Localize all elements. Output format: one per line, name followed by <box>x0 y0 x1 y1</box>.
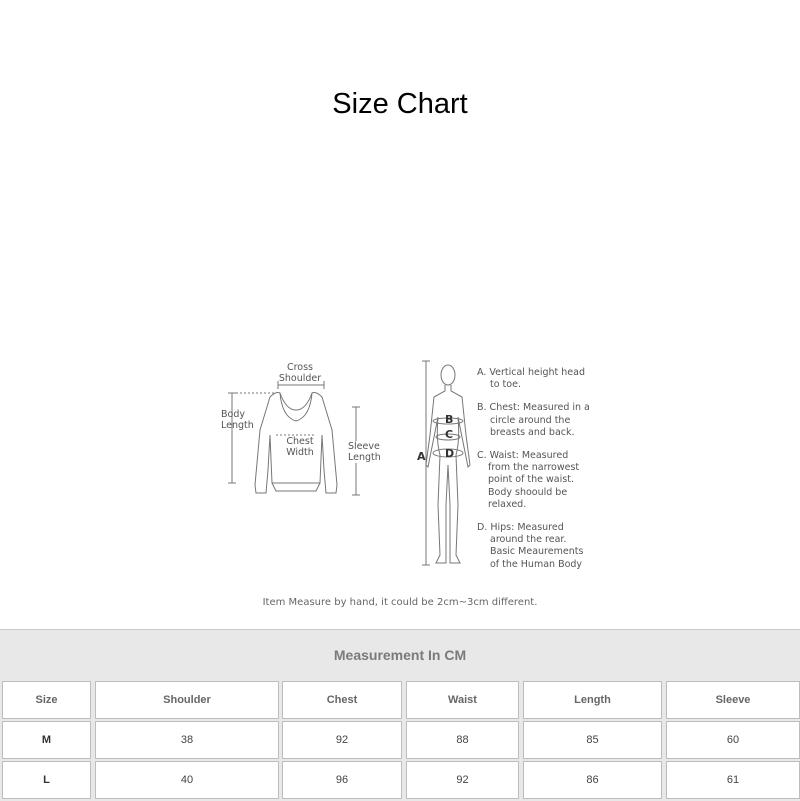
note-line: circle around the <box>490 414 571 426</box>
measurement-notes <box>477 355 607 582</box>
note-line: relaxed. <box>488 498 527 510</box>
header-chest: Chest <box>282 681 402 719</box>
note-line: of the Human Body <box>490 558 583 570</box>
label-line: Body <box>221 409 245 420</box>
human-figure <box>422 361 470 565</box>
table-cell: 96 <box>282 761 402 799</box>
note-line: Body shoould be <box>488 486 568 498</box>
table-cell: 40 <box>95 761 279 799</box>
label-line: Length <box>221 420 254 431</box>
table-cell: 88 <box>406 721 519 759</box>
table-title: Measurement In CM <box>333 647 467 663</box>
note-b <box>477 402 607 439</box>
header-length: Length <box>523 681 662 719</box>
note-line: breasts and back. <box>490 426 575 438</box>
table-cell: 92 <box>406 761 519 799</box>
note-line: from the narrowest <box>488 462 580 474</box>
table-cell: 86 <box>523 761 662 799</box>
label-line: Shoulder <box>278 373 322 384</box>
header-sleeve: Sleeve <box>666 681 800 719</box>
label-line: Sleeve <box>348 441 380 452</box>
note-c <box>477 450 607 511</box>
note-a <box>477 367 607 391</box>
table-cell: 85 <box>523 721 662 759</box>
size-table <box>0 629 800 801</box>
measurement-diagram <box>210 355 600 585</box>
table-cell: 60 <box>666 721 800 759</box>
letter-c: C <box>445 428 454 441</box>
chest-width-label <box>280 436 320 458</box>
note-line: point of the waist. <box>488 474 574 486</box>
note-line: around the rear. <box>490 534 567 546</box>
sleeve-length-label <box>348 441 381 463</box>
note-line: D. Hips: Measured <box>477 522 564 534</box>
letter-b: B <box>445 413 454 426</box>
label-line: Length <box>348 452 381 463</box>
header-shoulder: Shoulder <box>95 681 279 719</box>
cross-shoulder-label <box>274 362 326 384</box>
note-d <box>477 522 607 571</box>
letter-d: D <box>445 447 455 460</box>
table-cell: 38 <box>95 721 279 759</box>
note-line: B. Chest: Measured in a <box>477 402 590 414</box>
label-line: Cross <box>286 362 314 373</box>
row-size: L <box>2 761 91 799</box>
row-size: M <box>2 721 91 759</box>
note-line: to toe. <box>490 379 521 391</box>
table-cell: 61 <box>666 761 800 799</box>
header-waist: Waist <box>406 681 519 719</box>
note-line: C. Waist: Measured <box>477 450 569 462</box>
body-length-label <box>221 409 254 431</box>
note-line: Basic Meaurements <box>490 546 584 558</box>
table-cell: 92 <box>282 721 402 759</box>
letter-a: A <box>417 450 426 463</box>
note-line: A. Vertical height head <box>477 367 585 378</box>
label-line: Width <box>286 447 314 458</box>
header-size: Size <box>2 681 91 719</box>
page-title: Size Chart <box>332 88 468 120</box>
measurement-footnote: Item Measure by hand, it could be 2cm~3cm different. <box>262 597 538 608</box>
label-line: Chest <box>286 436 314 447</box>
